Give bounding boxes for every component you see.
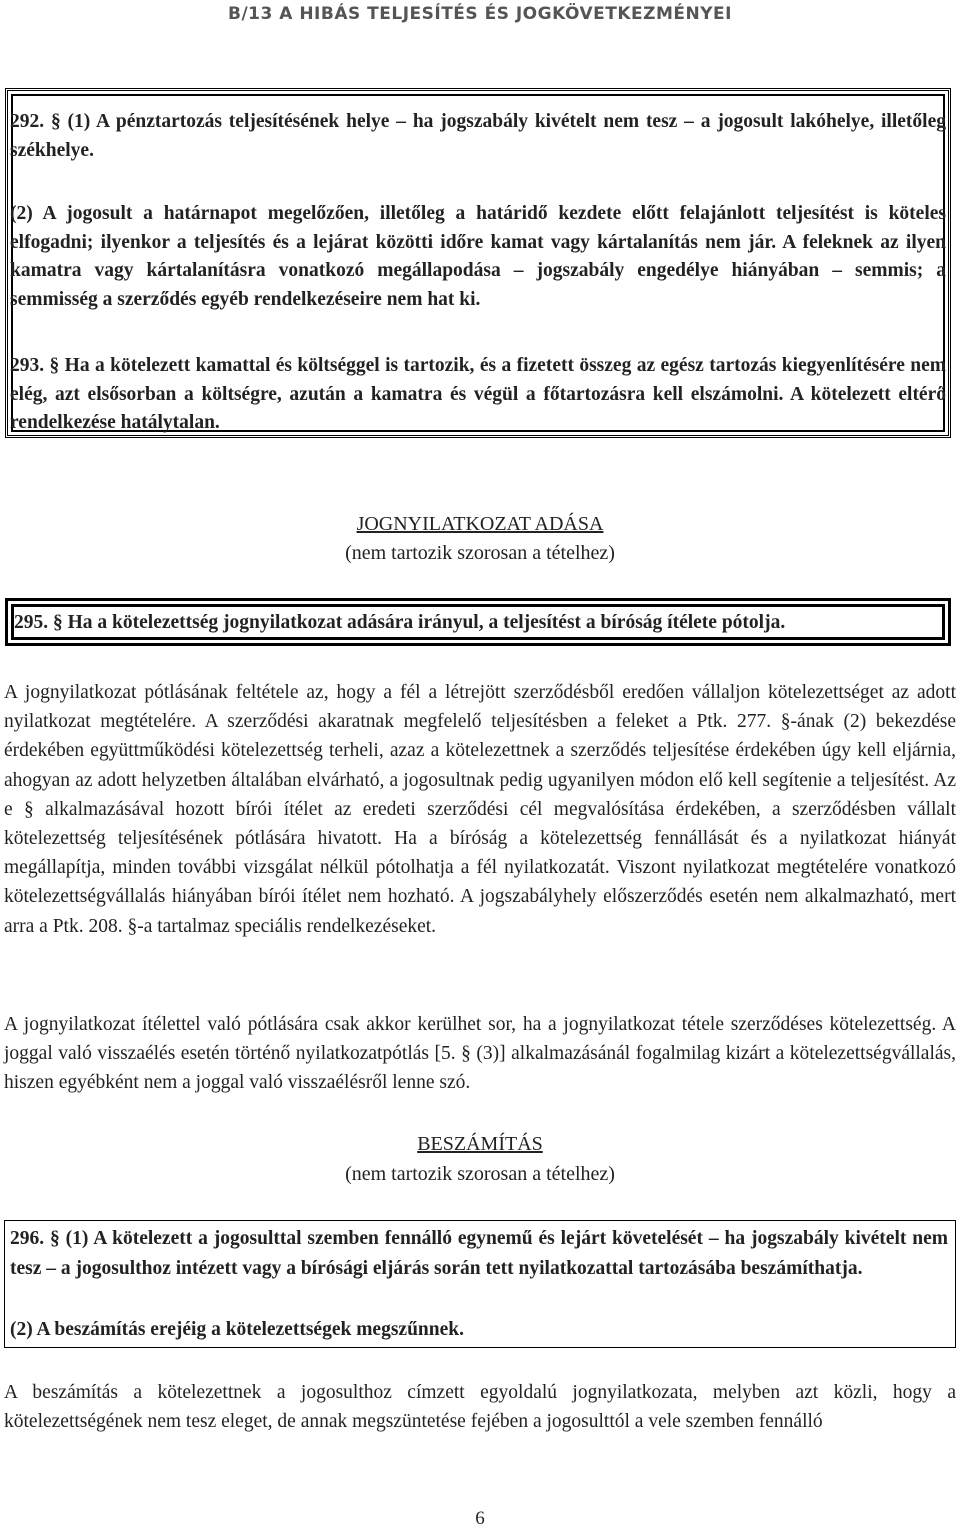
statute-296-1: 296. § (1) A kötelezett a jogosulttal szemben fennálló egynemű és lejárt követelését – ha jogszabály kivételt nem tesz – a jogosulthoz intézett vagy a bírósági eljárás során tett nyilatkozattal tartozásába beszámíthatja.: [10, 1228, 948, 1279]
statute-292-1: 292. § (1) A pénztartozás teljesítésének helye – ha jogszabály kivételt nem tesz – a jogosult lakóhelye, illetőleg székhelye.: [10, 111, 946, 161]
statute-295: 295. § Ha a kötelezettség jognyilatkozat adására irányul, a teljesítést a bíróság ítélete pótolja.: [14, 612, 786, 633]
section-subtitle-jognyilatkozat: (nem tartozik szorosan a tételhez): [345, 542, 615, 564]
paragraph-jognyilatkozat-2: A jognyilatkozat ítélettel való pótlására csak akkor kerülhet sor, ha a jognyilatkozat tétele szerződéses kötelezettség. A joggal való visszaélés esetén történő nyilatkozatpótlás [5. § (3)] alkalmazásánál fogalmilag kizárt a kötelezettségvállalás, hiszen egyébként nem a joggal való visszaélésről lenne szó.: [4, 1014, 956, 1094]
section-subtitle-beszamitas: (nem tartozik szorosan a tételhez): [345, 1163, 615, 1185]
statute-296-2: (2) A beszámítás erejéig a kötelezettségek megszűnnek.: [10, 1319, 464, 1340]
section-title-jognyilatkozat: JOGNYILATKOZAT ADÁSA: [356, 513, 604, 535]
statute-293: 293. § Ha a kötelezett kamattal és költséggel is tartozik, és a fizetett összeg az egész tartozás kiegyenlítésére nem elég, azt elsősorban a költségre, azután a kamatra és végül a főtartozásra kell elszámolni. A kötelezett eltérő rendelkezése hatálytalan.: [10, 355, 946, 433]
page-number: 6: [475, 1508, 485, 1529]
paragraph-beszamitas-1: A beszámítás a kötelezettnek a jogosulthoz címzett egyoldalú jognyilatkozata, melyben azt közli, hogy a kötelezettségének nem tesz eleget, de annak megszüntetése fejében a jogosulttól a vele szemben fennálló: [4, 1382, 956, 1433]
statute-292-2: (2) A jogosult a határnapot megelőzően, illetőleg a határidő kezdete előtt felajánlott teljesítést is köteles elfogadni; ilyenkor a teljesítés és a lejárat közötti időre kamat vagy kártalanítás nem jár. A feleknek az ilyen kamatra vagy kártalanításra vonatkozó megállapodása – jogszabály engedélye hiányában – semmis; a semmisség a szerződés egyéb rendelkezéseire nem hat ki.: [10, 203, 946, 310]
running-header: B/13 A HIBÁS TELJESÍTÉS ÉS JOGKÖVETKEZMÉNYEI: [228, 4, 732, 24]
paragraph-jognyilatkozat-1: A jognyilatkozat pótlásának feltétele az, hogy a fél a létrejött szerződésből eredően vállaljon kötelezettséget az adott nyilatkozat megtételére. A szerződési akaratnak megfelelő teljesítésben a feleket a Ptk. 277. §-ának (2) bekezdése érdekében együttműködési kötelezettség terheli, azaz a kötelezettnek a szerződés teljesítése érdekében úgy kell eljárnia, ahogyan az adott helyzetben általában elvárható, a jogosultnak pedig ugyanilyen módon elő kell segítenie a teljesítést. Az e § alkalmazásával hozott bírói ítélet az eredeti szerződési cél megvalósítása érdekében, a szerződésben vállalt kötelezettség teljesítésének pótlására hivatott. Ha a bíróság a kötelezettség fennállását és a nyilatkozat hiányát megállapítja, minden további vizsgálat nélkül pótolhatja a fél nyilatkozatát. Viszont nyilatkozat megtételére vonatkozó kötelezettségvállalás hiányában bírói ítélet nem hozható. A jogszabályhely előszerződés esetén nem alkalmazható, mert arra a Ptk. 208. §-a tartalmaz speciális rendelkezéseket.: [4, 682, 956, 937]
section-title-beszamitas: BESZÁMÍTÁS: [417, 1133, 543, 1155]
